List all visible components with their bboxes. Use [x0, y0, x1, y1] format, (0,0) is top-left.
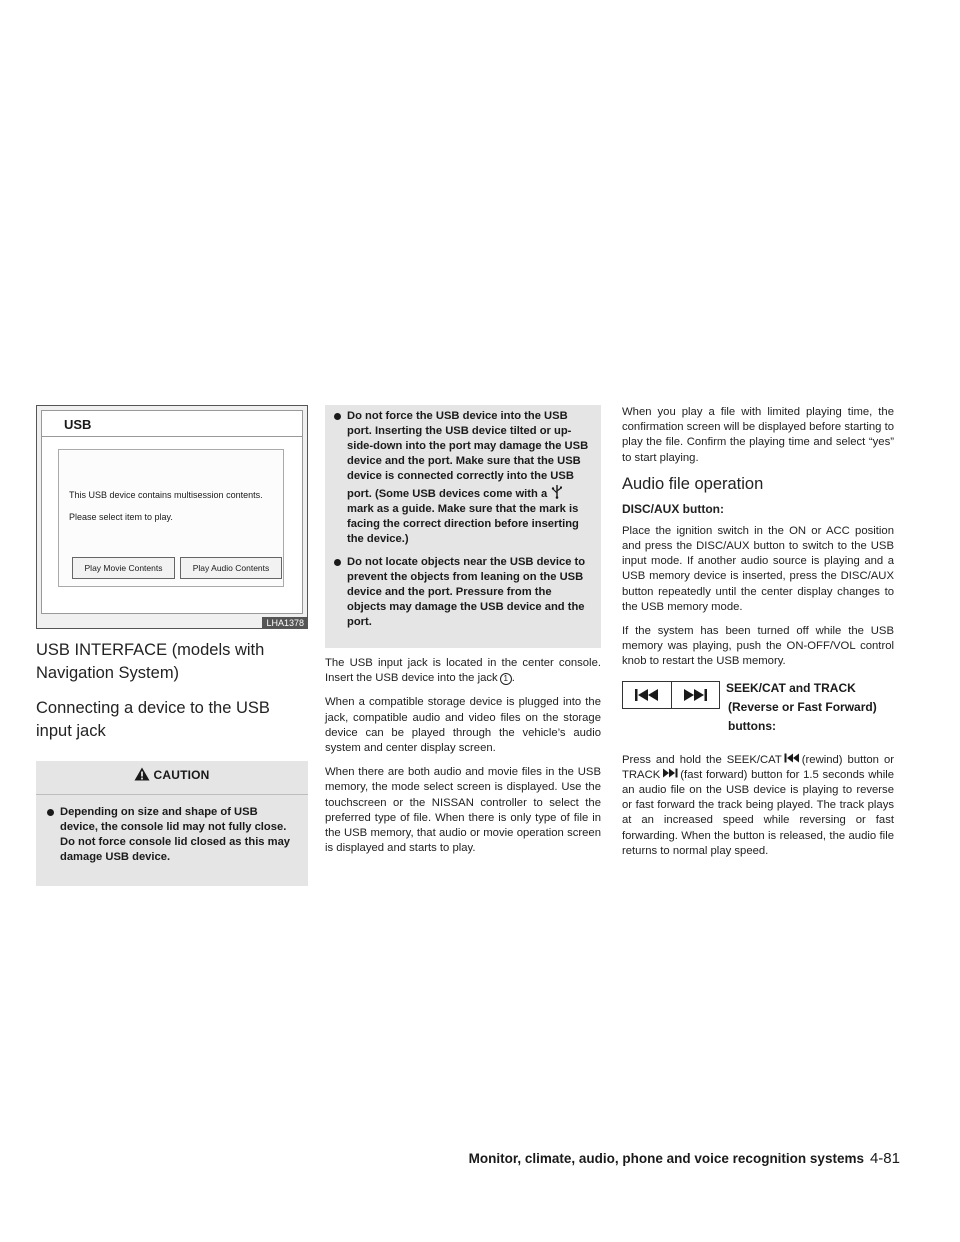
- seek-track-row: [622, 679, 894, 747]
- body-paragraph: When a compatible storage device is plugged into the jack, compatible audio and video files on the storage device can be played through the vehicle’s audio system and center display screen.: [325, 696, 601, 755]
- caution-list: [46, 805, 298, 865]
- left-column: [36, 405, 308, 886]
- callout-number: 1: [500, 673, 512, 685]
- footer-title: Monitor, climate, audio, phone and voice recognition systems: [468, 1151, 864, 1166]
- figure-code: LHA1378: [262, 617, 308, 629]
- usb-screen-figure: [36, 405, 308, 629]
- caution-item: Depending on size and shape of USB device, the console lid may not fully close. Do not force console lid closed as this may damage USB device.: [46, 805, 298, 865]
- body-paragraph: Press and hold the SEEK/CAT (rewind) button or TRACK (fast forward) button for 1.5 seconds while an audio file on the USB device is playing to reverse or fast forward the track being played. The track plays at an increased speed while reversing or fast forwarding. When the button is released, the audio file returns to normal play speed.: [622, 753, 894, 857]
- body-paragraph: If the system has been turned off while the USB memory was playing, push the ON-OFF/VOL control knob to restart the USB memory.: [622, 625, 894, 668]
- caution-list-continued: [333, 409, 593, 630]
- audio-file-operation-heading: Audio file operation: [622, 474, 764, 493]
- skip-forward-icon: [680, 688, 710, 702]
- subsection-heading: Connecting a device to the USB input jack: [36, 699, 270, 740]
- caution-box: [36, 761, 308, 886]
- page-number: 4-81: [869, 1150, 900, 1167]
- caution-item: Do not force the USB device into the USB port. Inserting the USB device tilted or up-side-down into the port may damage the USB device and the port. Make sure that the USB device is connected correctly into the USB port. (Some USB devices come with a mark as a guide. Make sure that the mark is facing the correct direction before inserting the device.): [333, 409, 593, 547]
- fast-forward-icon: [662, 768, 678, 778]
- warning-triangle-icon: [134, 767, 150, 781]
- rewind-icon: [784, 753, 800, 763]
- page-footer: [432, 1150, 900, 1167]
- caution-continued: [325, 405, 601, 648]
- dialog-message-line1: This USB device contains multisession contents.: [69, 490, 263, 500]
- middle-column: [325, 405, 601, 865]
- body-paragraph: When there are both audio and movie files in the USB memory, the mode select screen is displayed. Use the touchscreen or the NISSAN controller to select the preferred type of file. When there is only type of file in the USB memory, that audio or movie operation screen is displayed and starts to play.: [325, 766, 601, 855]
- seek-back-button[interactable]: [623, 682, 672, 708]
- play-movie-button[interactable]: Play Movie Contents: [72, 557, 175, 579]
- caution-title: CAUTION: [153, 768, 210, 782]
- play-audio-button[interactable]: Play Audio Contents: [180, 557, 282, 579]
- body-paragraph: Place the ignition switch in the ON or ACC position and press the DISC/AUX button to switch to the USB input mode. If another audio source is playing and a USB memory device is inserted, press the DISC/AUX button repeatedly until the center display changes to the USB memory mode.: [622, 524, 894, 613]
- seek-track-buttons: [622, 681, 720, 709]
- section-heading: USB INTERFACE (models with Navigation System): [36, 641, 265, 682]
- track-forward-button[interactable]: [672, 682, 720, 708]
- display-screen: [41, 410, 303, 614]
- caution-item: Do not locate objects near the USB device to prevent the objects from leaning on the USB device and the port. Pressure from the objects may damage the USB device and the port.: [333, 555, 593, 630]
- disc-aux-heading: DISC/AUX button:: [622, 501, 724, 516]
- seek-track-label: SEEK/CAT and TRACK (Reverse or Fast Forward) buttons:: [726, 680, 877, 733]
- usb-plug-icon: [551, 484, 563, 499]
- body-paragraph: When you play a file with limited playing time, the confirmation screen will be displayed before starting to play the file. Confirm the playing time and select “yes” to start playing.: [622, 406, 894, 464]
- caution-header: [36, 767, 308, 795]
- dialog-message-line2: Please select item to play.: [69, 512, 173, 522]
- screen-title: USB: [42, 411, 302, 437]
- right-column: [622, 405, 894, 868]
- body-paragraph: The USB input jack is located in the center console. Insert the USB device into the jack 1 .: [325, 657, 601, 685]
- skip-back-icon: [632, 688, 662, 702]
